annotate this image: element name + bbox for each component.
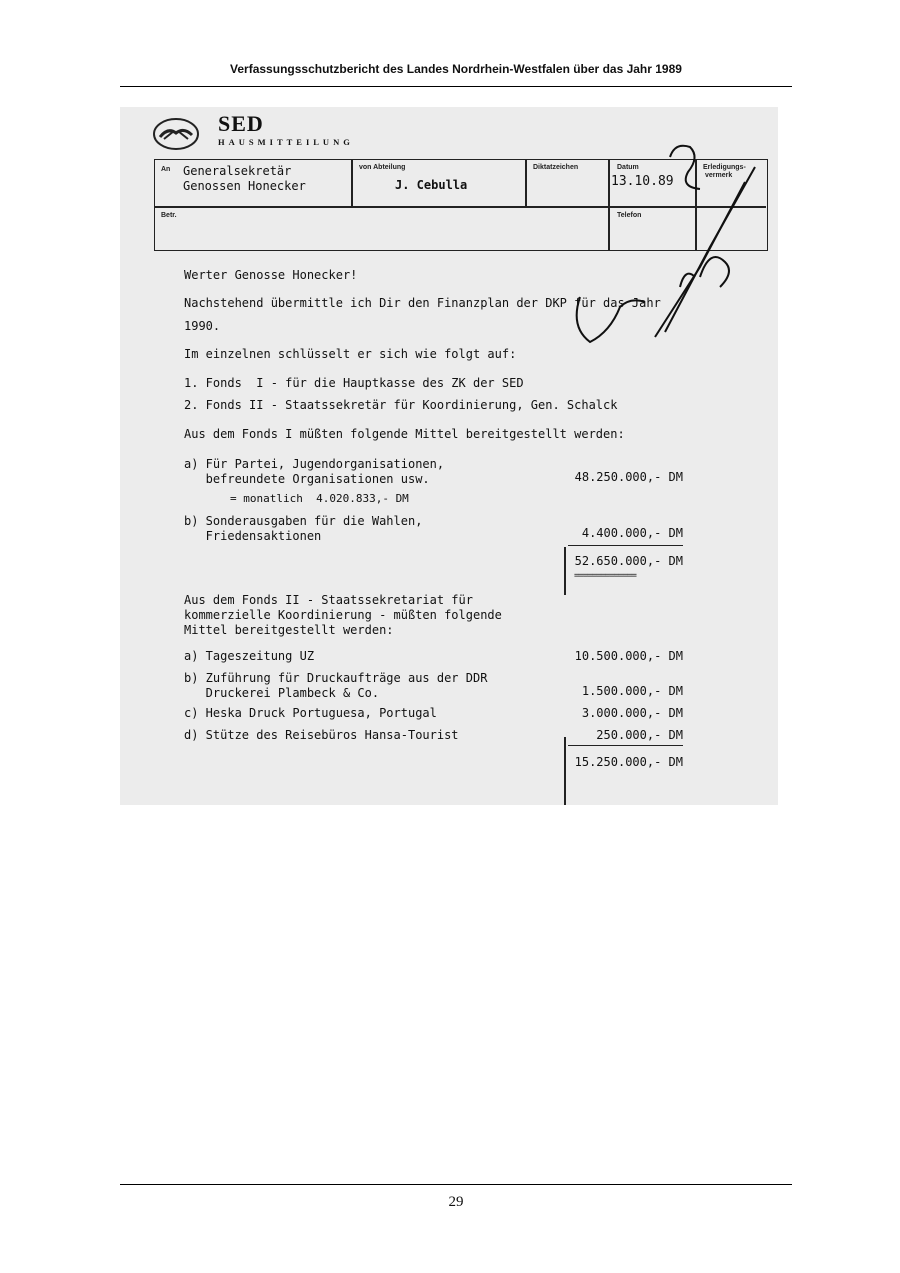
- intro-line-2: 1990.: [184, 319, 221, 333]
- fonds1-total: 52.650.000,- DM: [574, 554, 683, 568]
- fonds2-item-d-amount: 250.000,- DM: [596, 728, 683, 742]
- page-number: 29: [448, 1194, 464, 1210]
- sed-handshake-logo: [152, 117, 200, 151]
- fonds1-item-a-amount: 48.250.000,- DM: [574, 470, 683, 484]
- an-label: An: [161, 166, 171, 173]
- breakdown-intro: Im einzelnen schlüsselt er sich wie folgt auf:: [184, 347, 517, 361]
- sum-rule: [568, 745, 683, 746]
- memo-org: SED: [218, 111, 264, 136]
- greeting: Werter Genosse Honecker!: [184, 268, 358, 282]
- footer-rule: [120, 1184, 792, 1185]
- fonds1-item-b-line-1: b) Sonderausgaben für die Wahlen,: [184, 514, 423, 528]
- betr-label: Betr.: [161, 212, 177, 219]
- fonds2-item-b-line-1: b) Zuführung für Druckaufträge aus der DDR: [184, 671, 488, 685]
- datum-value: 13.10.89: [611, 174, 674, 189]
- fund-1: 1. Fonds I - für die Hauptkasse des ZK der SED: [184, 376, 524, 390]
- fonds2-item-a-amount: 10.500.000,- DM: [574, 649, 683, 663]
- fonds2-intro-line-1: Aus dem Fonds II - Staatssekretariat für: [184, 593, 473, 607]
- fonds2-item-d-line-1: d) Stütze des Reisebüros Hansa-Tourist: [184, 728, 459, 742]
- fonds2-intro-line-2: kommerzielle Koordinierung - müßten folgende: [184, 608, 502, 622]
- page-header: Verfassungsschutzbericht des Landes Nordrhein-Westfalen über das Jahr 1989: [230, 62, 682, 76]
- form-divider: [525, 160, 527, 206]
- fonds2-item-c-line-1: c) Heska Druck Portuguesa, Portugal: [184, 706, 437, 720]
- von-value: J. Cebulla: [395, 178, 468, 192]
- fonds1-intro: Aus dem Fonds I müßten folgende Mittel bereitgestellt werden:: [184, 427, 625, 441]
- fonds2-item-b-amount: 1.500.000,- DM: [581, 684, 683, 698]
- an-value-1: Generalsekretär: [183, 164, 292, 178]
- erledigung-label-2: vermerk: [705, 172, 733, 179]
- form-divider: [351, 160, 353, 206]
- fonds2-item-b-line-2: Druckerei Plambeck & Co.: [184, 686, 380, 700]
- diktat-label: Diktatzeichen: [533, 164, 579, 171]
- telefon-label: Telefon: [617, 212, 642, 219]
- memo-subtitle: HAUSMITTEILUNG: [218, 137, 354, 147]
- erledigung-label-1: Erledigungs-: [703, 164, 746, 171]
- fonds1-item-a-line-2: befreundete Organisationen usw.: [184, 472, 430, 486]
- monthly-amount: = monatlich 4.020.833,- DM: [230, 492, 409, 505]
- fonds2-total: 15.250.000,- DM: [574, 755, 683, 769]
- fonds2-item-c-amount: 3.000.000,- DM: [581, 706, 683, 720]
- fonds1-item-b-amount: 4.400.000,- DM: [581, 526, 683, 540]
- datum-label: Datum: [617, 164, 639, 171]
- von-label: von Abteilung: [359, 164, 406, 171]
- scanned-memo: [120, 107, 778, 805]
- sum-bracket: [564, 547, 566, 595]
- fonds1-item-b-line-2: Friedensaktionen: [184, 529, 322, 543]
- intro-line-1: Nachstehend übermittle ich Dir den Finanzplan der DKP für das Jahr: [184, 296, 661, 310]
- handwritten-signature: [550, 127, 778, 357]
- fonds2-intro-line-3: Mittel bereitgestellt werden:: [184, 623, 394, 637]
- sum-rule: [568, 545, 683, 546]
- sum-bracket: [564, 737, 566, 805]
- header-rule: [120, 86, 792, 87]
- double-underline: ==============: [574, 571, 636, 581]
- fonds1-item-a-line-1: a) Für Partei, Jugendorganisationen,: [184, 457, 445, 471]
- fonds2-item-a-line-1: a) Tageszeitung UZ: [184, 649, 315, 663]
- an-value-2: Genossen Honecker: [183, 179, 306, 193]
- fund-2: 2. Fonds II - Staatssekretär für Koordinierung, Gen. Schalck: [184, 398, 618, 412]
